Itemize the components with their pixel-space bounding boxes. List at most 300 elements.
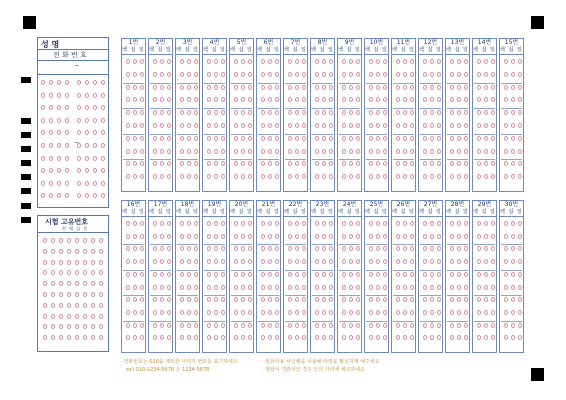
mark-bubble[interactable] [423, 72, 427, 77]
mark-bubble[interactable] [268, 285, 272, 290]
mark-bubble[interactable] [275, 246, 279, 251]
mark-bubble[interactable] [248, 85, 252, 90]
mark-bubble[interactable] [75, 270, 79, 275]
mark-bubble[interactable] [342, 161, 346, 166]
mark-bubble[interactable] [275, 123, 279, 128]
mark-bubble[interactable] [126, 110, 130, 115]
mark-bubble[interactable] [140, 136, 144, 141]
mark-bubble[interactable] [288, 234, 292, 239]
mark-bubble[interactable] [356, 272, 360, 277]
mark-bubble[interactable] [518, 110, 522, 115]
mark-bubble[interactable] [450, 161, 454, 166]
mark-bubble[interactable] [457, 297, 461, 302]
mark-bubble[interactable] [207, 323, 211, 328]
mark-bubble[interactable] [396, 174, 400, 179]
mark-bubble[interactable] [167, 85, 171, 90]
mark-bubble[interactable] [59, 303, 63, 308]
mark-bubble[interactable] [248, 72, 252, 77]
mark-bubble[interactable] [241, 123, 245, 128]
mark-bubble[interactable] [504, 259, 508, 264]
mark-bubble[interactable] [302, 97, 306, 102]
mark-bubble[interactable] [194, 335, 198, 340]
mark-bubble[interactable] [49, 80, 53, 85]
mark-bubble[interactable] [437, 221, 441, 226]
mark-bubble[interactable] [75, 238, 79, 243]
mark-bubble[interactable] [65, 80, 69, 85]
mark-bubble[interactable] [464, 259, 468, 264]
mark-bubble[interactable] [376, 123, 380, 128]
mark-bubble[interactable] [450, 310, 454, 315]
mark-bubble[interactable] [484, 149, 488, 154]
mark-bubble[interactable] [504, 297, 508, 302]
answer-bubbles[interactable] [339, 57, 360, 191]
mark-bubble[interactable] [491, 234, 495, 239]
mark-bubble[interactable] [221, 297, 225, 302]
mark-bubble[interactable] [101, 181, 105, 186]
mark-bubble[interactable] [403, 246, 407, 251]
mark-bubble[interactable] [93, 193, 97, 198]
mark-bubble[interactable] [437, 310, 441, 315]
mark-bubble[interactable] [504, 97, 508, 102]
mark-bubble[interactable] [450, 246, 454, 251]
mark-bubble[interactable] [477, 246, 481, 251]
mark-bubble[interactable] [221, 85, 225, 90]
mark-bubble[interactable] [167, 72, 171, 77]
mark-bubble[interactable] [437, 174, 441, 179]
mark-bubble[interactable] [302, 335, 306, 340]
mark-bubble[interactable] [464, 161, 468, 166]
mark-bubble[interactable] [430, 221, 434, 226]
mark-bubble[interactable] [234, 136, 238, 141]
mark-bubble[interactable] [221, 110, 225, 115]
mark-bubble[interactable] [126, 123, 130, 128]
mark-bubble[interactable] [403, 97, 407, 102]
mark-bubble[interactable] [126, 335, 130, 340]
mark-bubble[interactable] [214, 161, 218, 166]
mark-bubble[interactable] [450, 323, 454, 328]
mark-bubble[interactable] [268, 110, 272, 115]
mark-bubble[interactable] [241, 272, 245, 277]
mark-bubble[interactable] [275, 110, 279, 115]
mark-bubble[interactable] [180, 97, 184, 102]
mark-bubble[interactable] [477, 221, 481, 226]
mark-bubble[interactable] [214, 297, 218, 302]
mark-bubble[interactable] [457, 149, 461, 154]
mark-bubble[interactable] [91, 292, 95, 297]
mark-bubble[interactable] [403, 310, 407, 315]
mark-bubble[interactable] [504, 85, 508, 90]
mark-bubble[interactable] [410, 221, 414, 226]
mark-bubble[interactable] [477, 85, 481, 90]
mark-bubble[interactable] [41, 80, 45, 85]
mark-bubble[interactable] [207, 221, 211, 226]
mark-bubble[interactable] [140, 149, 144, 154]
mark-bubble[interactable] [356, 297, 360, 302]
mark-bubble[interactable] [437, 136, 441, 141]
mark-bubble[interactable] [207, 335, 211, 340]
mark-bubble[interactable] [423, 59, 427, 64]
mark-bubble[interactable] [295, 234, 299, 239]
mark-bubble[interactable] [234, 149, 238, 154]
mark-bubble[interactable] [302, 136, 306, 141]
mark-bubble[interactable] [91, 270, 95, 275]
mark-bubble[interactable] [315, 85, 319, 90]
mark-bubble[interactable] [511, 310, 515, 315]
mark-bubble[interactable] [167, 110, 171, 115]
mark-bubble[interactable] [518, 97, 522, 102]
mark-bubble[interactable] [75, 249, 79, 254]
mark-bubble[interactable] [126, 272, 130, 277]
mark-bubble[interactable] [153, 161, 157, 166]
mark-bubble[interactable] [180, 234, 184, 239]
mark-bubble[interactable] [295, 246, 299, 251]
mark-bubble[interactable] [369, 59, 373, 64]
mark-bubble[interactable] [214, 234, 218, 239]
mark-bubble[interactable] [91, 249, 95, 254]
mark-bubble[interactable] [403, 149, 407, 154]
mark-bubble[interactable] [511, 246, 515, 251]
mark-bubble[interactable] [133, 234, 137, 239]
mark-bubble[interactable] [315, 246, 319, 251]
mark-bubble[interactable] [464, 335, 468, 340]
mark-bubble[interactable] [457, 161, 461, 166]
mark-bubble[interactable] [376, 246, 380, 251]
mark-bubble[interactable] [85, 93, 89, 98]
mark-bubble[interactable] [376, 335, 380, 340]
answer-bubbles[interactable] [150, 57, 171, 191]
mark-bubble[interactable] [356, 110, 360, 115]
mark-bubble[interactable] [275, 174, 279, 179]
mark-bubble[interactable] [57, 80, 61, 85]
mark-bubble[interactable] [51, 281, 55, 286]
mark-bubble[interactable] [423, 234, 427, 239]
mark-bubble[interactable] [275, 136, 279, 141]
mark-bubble[interactable] [464, 310, 468, 315]
mark-bubble[interactable] [322, 297, 326, 302]
mark-bubble[interactable] [410, 85, 414, 90]
mark-bubble[interactable] [369, 85, 373, 90]
mark-bubble[interactable] [101, 80, 105, 85]
mark-bubble[interactable] [396, 161, 400, 166]
mark-bubble[interactable] [342, 246, 346, 251]
mark-bubble[interactable] [511, 174, 515, 179]
mark-bubble[interactable] [329, 234, 333, 239]
mark-bubble[interactable] [430, 234, 434, 239]
mark-bubble[interactable] [93, 181, 97, 186]
mark-bubble[interactable] [288, 149, 292, 154]
mark-bubble[interactable] [43, 260, 47, 265]
mark-bubble[interactable] [41, 156, 45, 161]
mark-bubble[interactable] [140, 272, 144, 277]
mark-bubble[interactable] [51, 292, 55, 297]
mark-bubble[interactable] [356, 123, 360, 128]
mark-bubble[interactable] [57, 105, 61, 110]
mark-bubble[interactable] [91, 314, 95, 319]
mark-bubble[interactable] [295, 149, 299, 154]
mark-bubble[interactable] [491, 59, 495, 64]
mark-bubble[interactable] [75, 281, 79, 286]
mark-bubble[interactable] [65, 168, 69, 173]
answer-bubbles[interactable] [420, 219, 441, 352]
mark-bubble[interactable] [450, 297, 454, 302]
mark-bubble[interactable] [423, 335, 427, 340]
mark-bubble[interactable] [288, 259, 292, 264]
mark-bubble[interactable] [430, 246, 434, 251]
mark-bubble[interactable] [511, 72, 515, 77]
mark-bubble[interactable] [187, 123, 191, 128]
mark-bubble[interactable] [302, 246, 306, 251]
answer-bubbles[interactable] [474, 219, 495, 352]
mark-bubble[interactable] [160, 221, 164, 226]
mark-bubble[interactable] [93, 93, 97, 98]
mark-bubble[interactable] [464, 221, 468, 226]
mark-bubble[interactable] [403, 85, 407, 90]
mark-bubble[interactable] [241, 221, 245, 226]
mark-bubble[interactable] [140, 323, 144, 328]
mark-bubble[interactable] [221, 123, 225, 128]
mark-bubble[interactable] [140, 123, 144, 128]
mark-bubble[interactable] [167, 259, 171, 264]
mark-bubble[interactable] [403, 323, 407, 328]
mark-bubble[interactable] [369, 123, 373, 128]
mark-bubble[interactable] [65, 118, 69, 123]
mark-bubble[interactable] [268, 123, 272, 128]
mark-bubble[interactable] [83, 260, 87, 265]
mark-bubble[interactable] [410, 246, 414, 251]
mark-bubble[interactable] [57, 181, 61, 186]
mark-bubble[interactable] [464, 285, 468, 290]
mark-bubble[interactable] [356, 234, 360, 239]
mark-bubble[interactable] [99, 270, 103, 275]
mark-bubble[interactable] [369, 174, 373, 179]
mark-bubble[interactable] [57, 118, 61, 123]
mark-bubble[interactable] [383, 259, 387, 264]
mark-bubble[interactable] [221, 272, 225, 277]
mark-bubble[interactable] [403, 259, 407, 264]
mark-bubble[interactable] [67, 324, 71, 329]
mark-bubble[interactable] [187, 259, 191, 264]
mark-bubble[interactable] [403, 174, 407, 179]
mark-bubble[interactable] [477, 110, 481, 115]
mark-bubble[interactable] [342, 97, 346, 102]
mark-bubble[interactable] [93, 118, 97, 123]
mark-bubble[interactable] [275, 272, 279, 277]
mark-bubble[interactable] [342, 285, 346, 290]
mark-bubble[interactable] [450, 221, 454, 226]
mark-bubble[interactable] [396, 85, 400, 90]
mark-bubble[interactable] [322, 259, 326, 264]
mark-bubble[interactable] [194, 221, 198, 226]
mark-bubble[interactable] [187, 161, 191, 166]
mark-bubble[interactable] [410, 272, 414, 277]
mark-bubble[interactable] [356, 221, 360, 226]
mark-bubble[interactable] [369, 234, 373, 239]
mark-bubble[interactable] [423, 259, 427, 264]
mark-bubble[interactable] [302, 323, 306, 328]
mark-bubble[interactable] [221, 259, 225, 264]
mark-bubble[interactable] [484, 272, 488, 277]
mark-bubble[interactable] [180, 246, 184, 251]
mark-bubble[interactable] [437, 149, 441, 154]
mark-bubble[interactable] [403, 123, 407, 128]
mark-bubble[interactable] [457, 234, 461, 239]
mark-bubble[interactable] [484, 59, 488, 64]
mark-bubble[interactable] [518, 161, 522, 166]
mark-bubble[interactable] [261, 310, 265, 315]
mark-bubble[interactable] [329, 272, 333, 277]
answer-bubbles[interactable] [258, 219, 279, 352]
mark-bubble[interactable] [153, 149, 157, 154]
mark-bubble[interactable] [241, 85, 245, 90]
mark-bubble[interactable] [383, 97, 387, 102]
mark-bubble[interactable] [450, 149, 454, 154]
mark-bubble[interactable] [75, 260, 79, 265]
mark-bubble[interactable] [140, 335, 144, 340]
mark-bubble[interactable] [450, 259, 454, 264]
mark-bubble[interactable] [167, 310, 171, 315]
mark-bubble[interactable] [207, 97, 211, 102]
mark-bubble[interactable] [403, 221, 407, 226]
mark-bubble[interactable] [180, 174, 184, 179]
mark-bubble[interactable] [234, 110, 238, 115]
mark-bubble[interactable] [126, 149, 130, 154]
mark-bubble[interactable] [160, 72, 164, 77]
mark-bubble[interactable] [329, 110, 333, 115]
mark-bubble[interactable] [77, 193, 81, 198]
mark-bubble[interactable] [207, 246, 211, 251]
mark-bubble[interactable] [396, 259, 400, 264]
mark-bubble[interactable] [315, 272, 319, 277]
mark-bubble[interactable] [491, 335, 495, 340]
mark-bubble[interactable] [241, 246, 245, 251]
mark-bubble[interactable] [140, 259, 144, 264]
mark-bubble[interactable] [101, 156, 105, 161]
mark-bubble[interactable] [302, 285, 306, 290]
mark-bubble[interactable] [234, 323, 238, 328]
mark-bubble[interactable] [140, 246, 144, 251]
mark-bubble[interactable] [356, 59, 360, 64]
mark-bubble[interactable] [268, 259, 272, 264]
mark-bubble[interactable] [376, 174, 380, 179]
mark-bubble[interactable] [153, 234, 157, 239]
mark-bubble[interactable] [153, 285, 157, 290]
mark-bubble[interactable] [356, 161, 360, 166]
mark-bubble[interactable] [322, 85, 326, 90]
mark-bubble[interactable] [491, 323, 495, 328]
mark-bubble[interactable] [43, 303, 47, 308]
mark-bubble[interactable] [214, 72, 218, 77]
mark-bubble[interactable] [430, 161, 434, 166]
mark-bubble[interactable] [101, 143, 105, 148]
mark-bubble[interactable] [160, 246, 164, 251]
mark-bubble[interactable] [342, 59, 346, 64]
answer-bubbles[interactable] [312, 219, 333, 352]
mark-bubble[interactable] [268, 72, 272, 77]
mark-bubble[interactable] [410, 259, 414, 264]
mark-bubble[interactable] [484, 85, 488, 90]
mark-bubble[interactable] [207, 149, 211, 154]
mark-bubble[interactable] [457, 123, 461, 128]
mark-bubble[interactable] [85, 181, 89, 186]
mark-bubble[interactable] [477, 161, 481, 166]
mark-bubble[interactable] [349, 174, 353, 179]
mark-bubble[interactable] [410, 97, 414, 102]
mark-bubble[interactable] [99, 260, 103, 265]
mark-bubble[interactable] [437, 323, 441, 328]
mark-bubble[interactable] [133, 85, 137, 90]
mark-bubble[interactable] [369, 285, 373, 290]
mark-bubble[interactable] [93, 130, 97, 135]
answer-bubbles[interactable] [123, 219, 144, 352]
mark-bubble[interactable] [77, 143, 81, 148]
mark-bubble[interactable] [329, 85, 333, 90]
mark-bubble[interactable] [342, 72, 346, 77]
mark-bubble[interactable] [187, 149, 191, 154]
mark-bubble[interactable] [275, 234, 279, 239]
mark-bubble[interactable] [504, 59, 508, 64]
mark-bubble[interactable] [410, 297, 414, 302]
mark-bubble[interactable] [430, 72, 434, 77]
mark-bubble[interactable] [288, 221, 292, 226]
mark-bubble[interactable] [268, 323, 272, 328]
mark-bubble[interactable] [85, 118, 89, 123]
mark-bubble[interactable] [49, 118, 53, 123]
mark-bubble[interactable] [187, 335, 191, 340]
mark-bubble[interactable] [49, 181, 53, 186]
mark-bubble[interactable] [295, 123, 299, 128]
mark-bubble[interactable] [484, 123, 488, 128]
mark-bubble[interactable] [457, 310, 461, 315]
mark-bubble[interactable] [403, 272, 407, 277]
mark-bubble[interactable] [180, 335, 184, 340]
mark-bubble[interactable] [59, 281, 63, 286]
mark-bubble[interactable] [93, 143, 97, 148]
answer-bubbles[interactable] [501, 57, 522, 191]
mark-bubble[interactable] [275, 335, 279, 340]
mark-bubble[interactable] [261, 85, 265, 90]
mark-bubble[interactable] [403, 335, 407, 340]
mark-bubble[interactable] [322, 59, 326, 64]
mark-bubble[interactable] [511, 323, 515, 328]
mark-bubble[interactable] [423, 272, 427, 277]
mark-bubble[interactable] [261, 174, 265, 179]
mark-bubble[interactable] [167, 246, 171, 251]
mark-bubble[interactable] [437, 272, 441, 277]
mark-bubble[interactable] [83, 303, 87, 308]
mark-bubble[interactable] [315, 323, 319, 328]
mark-bubble[interactable] [85, 193, 89, 198]
mark-bubble[interactable] [248, 246, 252, 251]
mark-bubble[interactable] [207, 272, 211, 277]
mark-bubble[interactable] [477, 323, 481, 328]
mark-bubble[interactable] [180, 310, 184, 315]
mark-bubble[interactable] [477, 136, 481, 141]
mark-bubble[interactable] [51, 238, 55, 243]
mark-bubble[interactable] [369, 246, 373, 251]
mark-bubble[interactable] [457, 335, 461, 340]
mark-bubble[interactable] [261, 234, 265, 239]
mark-bubble[interactable] [315, 259, 319, 264]
mark-bubble[interactable] [329, 59, 333, 64]
mark-bubble[interactable] [140, 285, 144, 290]
mark-bubble[interactable] [241, 136, 245, 141]
mark-bubble[interactable] [491, 149, 495, 154]
mark-bubble[interactable] [349, 246, 353, 251]
mark-bubble[interactable] [91, 281, 95, 286]
mark-bubble[interactable] [91, 260, 95, 265]
mark-bubble[interactable] [430, 85, 434, 90]
mark-bubble[interactable] [67, 314, 71, 319]
